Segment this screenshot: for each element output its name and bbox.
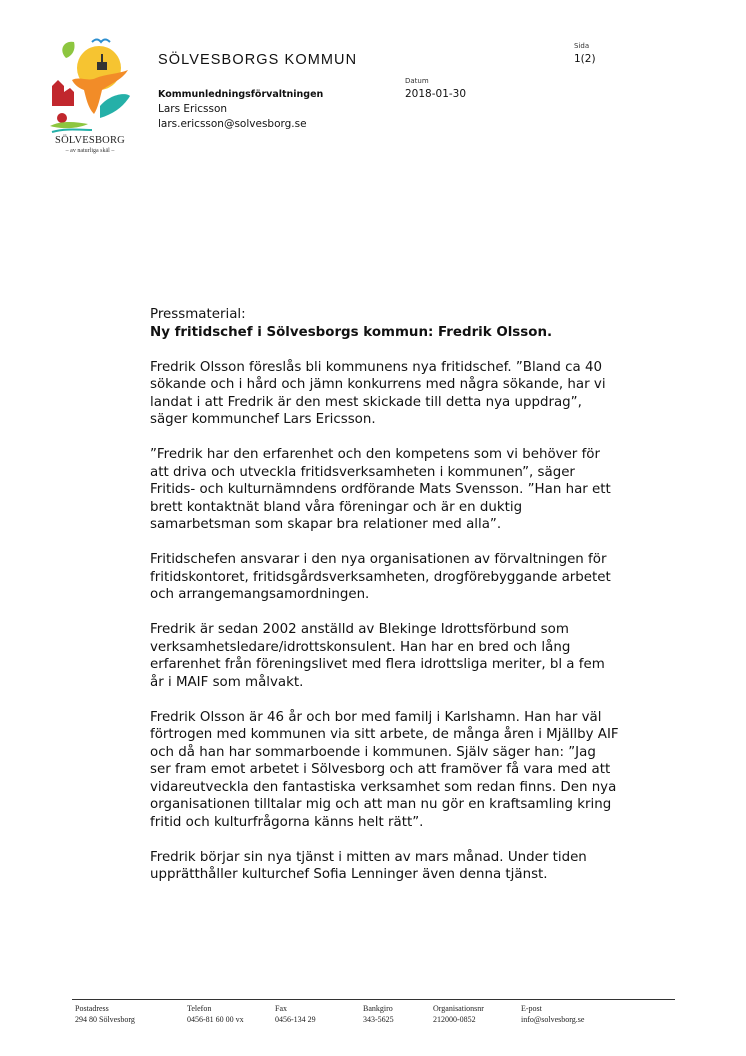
- department-name: Kommunledningsförvaltningen: [158, 89, 324, 100]
- logo-house: [52, 80, 64, 106]
- contact-name: Lars Ericsson: [158, 103, 228, 115]
- logo-wave: [100, 94, 130, 118]
- footer-fax: [275, 1003, 316, 1025]
- date-label: Datum: [405, 77, 429, 85]
- logo-tagline: – av naturliga skäl –: [65, 148, 115, 154]
- footer-value: info@solvesborg.se: [521, 1015, 585, 1024]
- footer-label: Postadress: [75, 1004, 109, 1013]
- logo-leaf: [62, 42, 74, 58]
- paragraph: ”Fredrik har den erfarenhet och den kompetens som vi behöver för att driva och utveckla fritidsverksamheten i kommunen”, säger Fritids- och kulturnämndens ordförande Mats Svensson. ”Han har ett brett kontaktnät bland våra föreningar och är en duktig samarbetsman som skapar bra relationer med alla”.: [150, 447, 611, 532]
- paragraph: Fredrik börjar sin nya tjänst i mitten av mars månad. Under tiden upprätthåller kulturchef Sofia Lenninger även denna tjänst.: [150, 849, 587, 882]
- contact-email: lars.ericsson@solvesborg.se: [158, 118, 307, 130]
- footer-email: [521, 1003, 584, 1025]
- preheading: Pressmaterial:: [150, 307, 246, 322]
- page-label: Sida: [574, 42, 590, 50]
- press-release-body: [150, 306, 620, 901]
- logo-bird: [92, 40, 110, 43]
- paragraph: Fredrik är sedan 2002 anställd av Blekinge Idrottsförbund som verksamhetsledare/idrottskonsulent. Han har en bred och lång erfarenhet från föreningslivet med flera idrottsliga meriter, bl a fem år i MAIF som målvakt.: [150, 622, 605, 690]
- page-number: 1(2): [574, 53, 596, 65]
- footer-value: 343-5625: [363, 1015, 394, 1024]
- paragraph: Fritidschefen ansvarar i den nya organisationen av förvaltningen för fritidskontoret, fritidsgårdsverksamheten, drogförebyggande arbetet och arrangemangsamordningen.: [150, 552, 611, 602]
- footer-label: Bankgiro: [363, 1004, 393, 1013]
- footer-label: Organisationsnr: [433, 1004, 484, 1013]
- organization-name: SÖLVESBORGS KOMMUN: [158, 52, 358, 68]
- logo-grass: [50, 122, 88, 128]
- footer-label: E-post: [521, 1004, 542, 1013]
- footer-phone: [187, 1003, 244, 1025]
- date-value: 2018-01-30: [405, 88, 467, 100]
- logo-flower: [57, 113, 67, 123]
- footer-postal: [75, 1003, 135, 1025]
- footer-value: 0456-134 29: [275, 1015, 316, 1024]
- footer-bankgiro: [363, 1003, 394, 1025]
- logo-wordmark: SÖLVESBORG: [55, 135, 125, 146]
- footer-value: 212000-0852: [433, 1015, 476, 1024]
- footer-label: Fax: [275, 1004, 287, 1013]
- footer-label: Telefon: [187, 1004, 212, 1013]
- paragraph: Fredrik Olsson är 46 år och bor med familj i Karlshamn. Han har väl förtrogen med kommunen via sitt arbete, de många åren i Mjällby AIF och då han har sommarboende i kommunen. Själv säger han: ”Jag ser fram emot arbetet i Sölvesborg och att framöver få vara med att vidareutveckla den fantastiska verksamhet som redan finns. Den nya organisationen tilltalar mig och att man nu gör en kraftsamling kring fritid och kulturfrågorna känns helt rätt”.: [150, 709, 619, 830]
- footer-value: 0456-81 60 00 vx: [187, 1015, 244, 1024]
- footer-orgnr: [433, 1003, 484, 1025]
- paragraph: Fredrik Olsson föreslås bli kommunens nya fritidschef. ”Bland ca 40 sökande och i hård och jämn konkurrens med några sökande, har vi landat i att Fredrik är den mest skickade till detta nya uppdrag”, säger kommunchef Lars Ericsson.: [150, 359, 606, 427]
- footer-value: 294 80 Sölvesborg: [75, 1015, 135, 1024]
- press-title: Ny fritidschef i Sölvesborgs kommun: Fredrik Olsson.: [150, 324, 553, 340]
- footer-divider: [72, 999, 675, 1000]
